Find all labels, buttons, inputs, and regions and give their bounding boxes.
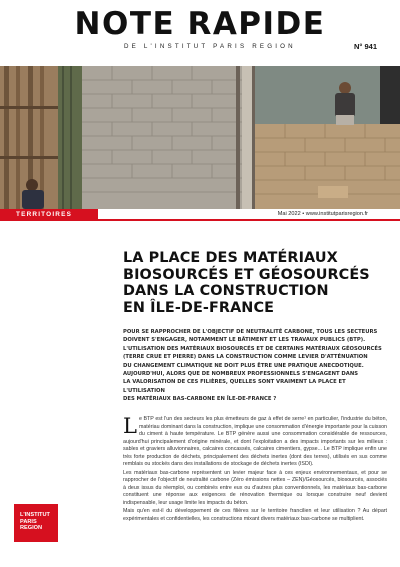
institut-logo: L'INSTITUT PARIS REGION: [14, 504, 58, 542]
cover-photo: [0, 66, 400, 209]
body-text: [123, 416, 387, 524]
intro-paragraph: POUR SE RAPPROCHER DE L'OBJECTIF DE NEUTRALITÉ CARBONE, TOUS LES SECTEURS DOIVENT S'ENGAGER, NOTAMMENT LE BÂTIMENT ET LES TRAVAUX PUBLICS (BTP). L'UTILISATION DES MATÉRIAUX BIOSOURCÉS ET DE CERTAINS MATÉRIAUX GÉOSOURCÉS (TERRE CRUE ET PIERRE) DANS LA CONSTRUCTION COMME LEVIER D'ATTÉNUATION DU CHANGEMENT CLIMATIQUE NE DOIT PLUS ÊTRE UNE PRATIQUE ANECDOTIQUE. AUJOURD'HUI, ALORS QUE DE NOMBREUX PROFESSIONNELS S'ENGAGENT DANS LA VALORISATION DE CES FILIÈRES, QUELLES SONT VRAIMENT LA PLACE ET L'UTILISATION DES MATÉRIAUX BAS-CARBONE EN ÎLE-DE-FRANCE ?: [123, 329, 382, 403]
body-paragraph-1: [123, 416, 387, 469]
construction-site-image: [0, 66, 400, 209]
red-rule: [98, 219, 400, 221]
publication-title: NOTE RAPIDE: [74, 6, 326, 42]
publication-subtitle: DE L'INSTITUT PARIS REGION: [124, 43, 296, 50]
masthead: [0, 0, 400, 66]
drop-cap: L: [123, 414, 137, 438]
headline: LA PLACE DES MATÉRIAUX BIOSOURCÉS ET GÉOSOURCÉS DANS LA CONSTRUCTION EN ÎLE-DE-FRANCE: [123, 250, 370, 316]
body-paragraph-2: Les matériaux bas-carbone représentent un levier majeur face à ces enjeux environnementaux, et pour se rapprocher de l'objectif de neutralité carbone (Zéro émissions nettes – ZEN)/Géosourcés, biosourcés, associés à deux issus du réemploi, ou combinés entre eux ou d'autres plus conventionnels, les matériaux bas-carbone constituent une réponse aux exigences de rénovation thermique ou lorsque construire neuf devient indispensable, leur usage limite les impacts du béton.: [123, 469, 387, 506]
body-paragraph-1-text: e BTP est l'un des secteurs les plus émetteurs de gaz à effet de serre¹ en particulier, l'industrie du béton, matériau dominant dans la construction, implique une consommation d'énergie importante pour la cuisson du ciment à haute température. Le BTP génère aussi une consommation considérable de ressources, aujourd'hui principalement d'origine minérale, et dont l'exploitation a des impacts importants sur les milieux : sables et graviers alluvionnaires, calcaires concassés, calcaires cimentiers, gypse... Le BTP implique enfin une très forte production de déchets, principalement des déchets inertes (dont des terres), utilisés en sus comme remblais ou stockés dans des installations de stockage de déchets inertes (ISDI).: [123, 416, 387, 467]
body-paragraph-3: Mais qu'en est-il du développement de ces filières sur le territoire francilien et leur utilisation ? Au départ expérimentales et confidentielles, les constructions mixant divers matériaux bas-carbone se multiplient.: [123, 508, 387, 522]
section-tag: TERRITOIRES: [0, 209, 98, 221]
section-band: [0, 209, 400, 221]
issue-number: N° 941: [354, 42, 378, 51]
date-and-website: Mai 2022 • www.institutparisregion.fr: [277, 211, 368, 217]
